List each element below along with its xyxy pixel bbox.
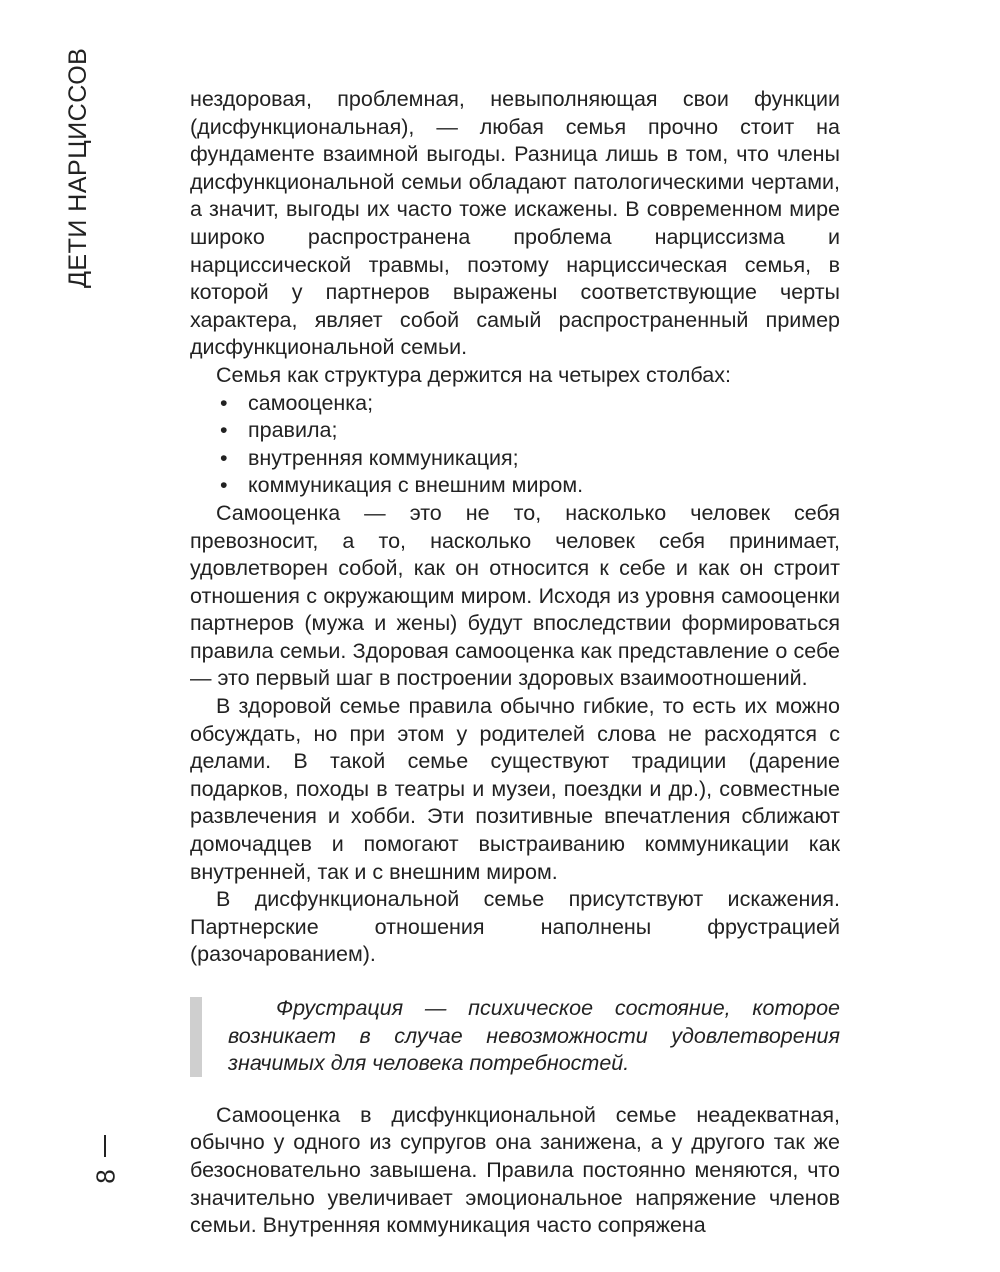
bullet-icon: • bbox=[220, 390, 228, 415]
paragraph-continuation: нездоровая, проблемная, невыполняющая свои функции (дисфункциональная), — любая семья прочно стоит на фундаменте взаимной выгоды. Разница лишь в том, что члены дисфункциональной семьи обладают патологическими чертами, а значит, выгоды их часто тоже искажены. В современном мире широко распространена проблема нарциссизма и нарциссической травмы, поэтому нарциссическая семья, в которой у партнеров выражены соответствующие черты характера, являет собой самый распространенный пример дисфункциональной семьи. bbox=[190, 87, 840, 360]
page-number-block bbox=[86, 1135, 126, 1195]
definition-callout bbox=[190, 995, 840, 1078]
list-item bbox=[220, 390, 840, 418]
paragraph-distorted-self-esteem: Самооценка в дисфункциональной семье неадекватная, обычно у одного из супругов она занижена, а у другого так же безосновательно завышена. Правила постоянно меняются, что значительно увеличивает эмоциональное напряжение членов семьи. Внутренняя коммуникация часто сопряжена bbox=[190, 1102, 840, 1238]
list-item-text: самооценка; bbox=[248, 390, 374, 415]
page-number: 8 bbox=[90, 1169, 121, 1184]
callout-bar bbox=[190, 997, 202, 1077]
paragraph-healthy-family: В здоровой семье правила обычно гибкие, то есть их можно обсуждать, но при этом у родителей слова не расходятся с делами. В такой семье существуют традиции (дарение подарков, походы в театры и музеи, поездки и др.), совместные развлечения и хобби. Эти позитивные впечатления сближают домочадцев и помогают выстраиванию коммуникации как внутренней, так и с внешним миром. bbox=[190, 694, 840, 884]
callout-text: Фрустрация — психическое состояние, которое возникает в случае невозможности удовлетворения значимых для человека потребностей. bbox=[228, 996, 840, 1076]
list-item bbox=[220, 417, 840, 445]
list-intro: Семья как структура держится на четырех столбах: bbox=[216, 362, 731, 387]
page-number-rule bbox=[104, 1135, 106, 1157]
paragraph-dysfunctional-family: В дисфункциональной семье присутствуют искажения. Партнерские отношения наполнены фрустрацией (разочарованием). bbox=[190, 887, 840, 967]
bullet-icon: • bbox=[220, 445, 228, 470]
list-item-text: внутренняя коммуникация; bbox=[248, 445, 519, 470]
bullet-icon: • bbox=[220, 473, 228, 498]
list-item bbox=[220, 472, 840, 500]
list-item-text: правила; bbox=[248, 418, 338, 443]
list-item-text: коммуникация с внешним миром. bbox=[248, 473, 584, 498]
paragraph-self-esteem: Самооценка — это не то, насколько человек себя превозносит, а то, насколько человек себя принимает, удовлетворен собой, как он относится к себе и как он строит отношения с окружающим миром. Исходя из уровня самооценки партнеров (мужа и жены) будут впоследствии формироваться правила семьи. Здоровая самооценка как представление о себе — это первый шаг в построении здоровых взаимоотношений. bbox=[190, 500, 840, 691]
pillars-list bbox=[190, 390, 840, 500]
page-body bbox=[190, 86, 840, 1240]
running-title: ДЕТИ НАРЦИССОВ bbox=[64, 47, 92, 288]
list-item bbox=[220, 445, 840, 473]
bullet-icon: • bbox=[220, 418, 228, 443]
